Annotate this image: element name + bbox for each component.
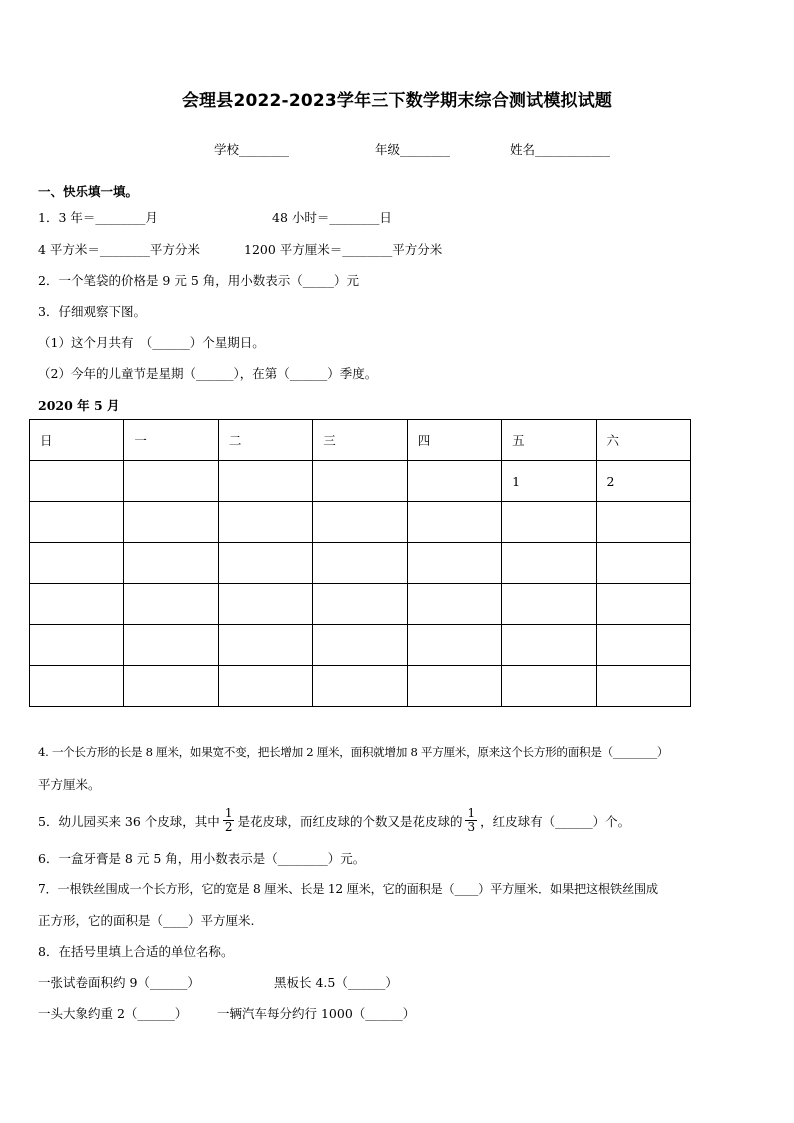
fraction-one-third xyxy=(465,807,477,834)
calendar-caption: 2020 年 5 月 xyxy=(38,398,120,413)
calendar-header-cell: 五 xyxy=(502,420,596,461)
calendar-cell xyxy=(313,666,407,707)
calendar-cell xyxy=(502,584,596,625)
calendar-cell xyxy=(502,502,596,543)
fraction-denominator: 2 xyxy=(224,819,233,834)
question-3-2: （2）今年的儿童节是星期（______），在第（______）季度。 xyxy=(38,366,378,381)
fraction-numerator: 1 xyxy=(224,805,233,820)
calendar-cell xyxy=(124,543,218,584)
calendar-row xyxy=(30,502,691,543)
calendar-cell xyxy=(313,461,407,502)
calendar-cell xyxy=(124,666,218,707)
question-1c: 4 平方米＝________平方分米 xyxy=(38,242,200,257)
question-5-text: ，红皮球有（______）个。 xyxy=(480,814,631,829)
question-5-text: 是花皮球，而红皮球的个数又是花皮球的 xyxy=(237,814,463,829)
calendar-cell xyxy=(596,543,690,584)
calendar-row xyxy=(30,625,691,666)
calendar-cell xyxy=(407,666,501,707)
question-2: 2．一个笔袋的价格是 9 元 5 角，用小数表示（_____）元 xyxy=(38,273,360,288)
question-8: 8．在括号里填上合适的单位名称。 xyxy=(38,944,234,959)
calendar-table xyxy=(29,419,691,707)
calendar-cell xyxy=(407,502,501,543)
calendar-cell xyxy=(407,584,501,625)
name-field: 姓名____________ xyxy=(510,142,611,157)
calendar-cell xyxy=(502,543,596,584)
calendar-cell xyxy=(30,625,124,666)
calendar-header-cell: 三 xyxy=(313,420,407,461)
calendar-cell xyxy=(218,666,312,707)
question-1b: 48 小时＝________日 xyxy=(272,210,392,225)
question-6: 6．一盒牙膏是 8 元 5 角，用小数表示是（________）元。 xyxy=(38,851,366,866)
question-8a: 一张试卷面积约 9（______） xyxy=(38,975,200,990)
question-7-line1: 7．一根铁丝围成一个长方形，它的宽是 8 厘米、长是 12 厘米，它的面积是（____）平方厘米．如果把这根铁丝围成 xyxy=(38,882,658,896)
calendar-cell: 2 xyxy=(596,461,690,502)
calendar-cell xyxy=(502,666,596,707)
question-4-line2: 平方厘米。 xyxy=(38,777,101,792)
calendar-cell xyxy=(596,625,690,666)
question-1a: 1．3 年＝________月 xyxy=(38,210,158,225)
question-7-line2: 正方形，它的面积是（____）平方厘米. xyxy=(38,913,255,928)
calendar-row xyxy=(30,666,691,707)
calendar-cell xyxy=(124,461,218,502)
school-field: 学校________ xyxy=(214,142,290,157)
calendar-cell xyxy=(596,666,690,707)
calendar-cell xyxy=(30,502,124,543)
calendar-cell xyxy=(124,584,218,625)
calendar-cell xyxy=(30,666,124,707)
calendar-header-cell: 一 xyxy=(124,420,218,461)
question-5-text: 5．幼儿园买来 36 个皮球，其中 xyxy=(38,814,220,829)
fraction-denominator: 3 xyxy=(467,819,476,834)
calendar-cell: 1 xyxy=(502,461,596,502)
calendar-cell xyxy=(218,543,312,584)
calendar-header-cell: 六 xyxy=(596,420,690,461)
calendar-cell xyxy=(502,625,596,666)
fraction-one-half xyxy=(223,807,235,834)
calendar-row xyxy=(30,543,691,584)
calendar-cell xyxy=(30,543,124,584)
page-title: 会理县2022-2023学年三下数学期末综合测试模拟试题 xyxy=(181,91,613,111)
question-5 xyxy=(38,805,630,837)
calendar-header-row xyxy=(30,420,691,461)
question-1d: 1200 平方厘米＝________平方分米 xyxy=(244,242,443,257)
calendar-cell xyxy=(218,584,312,625)
calendar-cell xyxy=(596,502,690,543)
calendar-cell xyxy=(407,461,501,502)
calendar-cell xyxy=(313,502,407,543)
calendar-cell xyxy=(407,543,501,584)
calendar-cell xyxy=(313,625,407,666)
calendar-cell xyxy=(313,584,407,625)
calendar-cell xyxy=(30,584,124,625)
question-8c: 一头大象约重 2（______） xyxy=(38,1006,188,1021)
calendar-row xyxy=(30,584,691,625)
grade-field: 年级________ xyxy=(375,142,451,157)
calendar-cell xyxy=(124,502,218,543)
calendar-cell xyxy=(218,461,312,502)
question-3-1: （1）这个月共有 （______）个星期日。 xyxy=(38,335,265,350)
fraction-numerator: 1 xyxy=(467,805,476,820)
question-3: 3．仔细观察下图。 xyxy=(38,304,146,319)
question-8d: 一辆汽车每分约行 1000（______） xyxy=(217,1006,416,1021)
calendar-cell xyxy=(124,625,218,666)
calendar-cell xyxy=(30,461,124,502)
calendar-cell xyxy=(313,543,407,584)
calendar-header-cell: 四 xyxy=(407,420,501,461)
section-heading: 一、快乐填一填。 xyxy=(38,184,139,199)
calendar-cell xyxy=(218,502,312,543)
calendar-cell xyxy=(218,625,312,666)
calendar-cell xyxy=(596,584,690,625)
calendar-row xyxy=(30,461,691,502)
question-8b: 黑板长 4.5（______） xyxy=(274,975,398,990)
calendar-cell xyxy=(407,625,501,666)
question-4-line1: 4. 一个长方形的长是 8 厘米，如果宽不变，把长增加 2 厘米，面积就增加 8 平方厘米，原来这个长方形的面积是（________） xyxy=(38,745,669,759)
calendar-header-cell: 二 xyxy=(218,420,312,461)
calendar-header-cell: 日 xyxy=(30,420,124,461)
